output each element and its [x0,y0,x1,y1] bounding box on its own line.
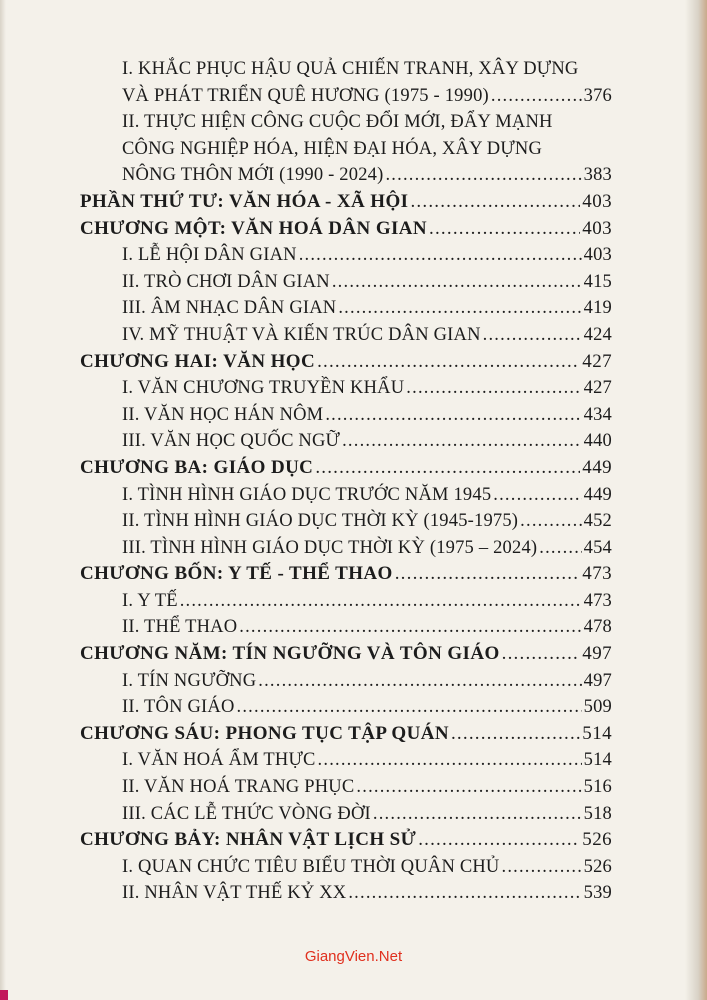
toc-section-row[interactable] [80,242,612,269]
toc-entry-title: CHƯƠNG HAI: VĂN HỌC [80,350,316,372]
toc-leader-dots [406,375,581,402]
toc-page-number: 434 [583,404,612,425]
toc-entry-line: CÔNG NGHIỆP HÓA, HIỆN ĐẠI HÓA, XÂY DỰNG [122,138,543,159]
toc-page-number: 526 [583,856,612,877]
toc-entry[interactable] [80,162,612,189]
toc-entry-title: CHƯƠNG SÁU: PHONG TỤC TẬP QUÁN [80,722,449,744]
toc-leader-dots [338,295,581,322]
toc-section-row[interactable] [80,588,612,615]
toc-page-number: 539 [583,883,612,904]
toc-page-number: 518 [583,803,612,824]
toc-entry-title: II. TRÒ CHƠI DÂN GIAN [122,271,330,292]
watermark-text: GiangVien.Net [304,948,403,965]
toc-leader-dots [356,774,581,801]
toc-entry-title: II. NHÂN VẬT THẾ KỶ XX [122,883,347,904]
toc-entry-title: II. TÌNH HÌNH GIÁO DỤC THỜI KỲ (1945-1975) [122,511,519,532]
toc-section-row[interactable] [80,295,612,322]
toc-leader-dots [180,588,582,615]
toc-entry-title: PHẦN THỨ TƯ: VĂN HÓA - XÃ HỘI [80,190,409,212]
toc-entry-title: III. VĂN HỌC QUỐC NGỮ [122,431,341,452]
toc-page-number: 449 [582,456,612,478]
toc-entry-title: CHƯƠNG BỐN: Y TẾ - THỂ THAO [80,563,393,585]
toc-entry-title: III. TÌNH HÌNH GIÁO DỤC THỜI KỲ (1975 – 2024) [122,537,538,558]
toc-section-row[interactable] [80,880,612,907]
toc-section-row[interactable] [80,428,612,455]
toc-entry-title: I. VĂN HOÁ ẨM THỰC [122,750,316,771]
toc-leader-dots [373,801,582,828]
toc-chapter-row[interactable] [80,827,612,854]
page-left-edge [0,0,6,1000]
toc-section-row[interactable] [80,694,612,721]
toc-entry-title: II. VĂN HOÁ TRANG PHỤC [122,777,355,798]
toc-section-row[interactable] [80,747,612,774]
toc-entry-title: I. TÌNH HÌNH GIÁO DỤC TRƯỚC NĂM 1945 [122,484,492,505]
toc-section-row[interactable] [80,508,612,535]
toc-entry-line: I. KHẮC PHỤC HẬU QUẢ CHIẾN TRANH, XÂY DỰNG [122,59,579,79]
toc-leader-dots [315,455,580,482]
toc-leader-dots [491,83,582,110]
toc-section-row[interactable] [80,854,612,881]
toc-leader-dots [342,428,582,455]
toc-page-number: 376 [583,85,612,106]
toc-page-number: 509 [583,697,612,718]
toc-rows [80,189,612,907]
toc-section-row[interactable] [80,668,612,695]
toc-entry-title: III. ÂM NHẠC DÂN GIAN [122,298,337,319]
toc-entry[interactable] [80,83,612,110]
toc-page-number: 415 [583,271,612,292]
toc-section-row[interactable] [80,375,612,402]
toc-page-number: 454 [583,537,612,558]
toc-entry-title: II. THỂ THAO [122,617,238,638]
toc-leader-dots [502,854,582,881]
toc-page-number: 449 [583,484,612,505]
toc-section-row[interactable] [80,774,612,801]
toc-leader-dots [237,694,582,721]
toc-page-number: 403 [582,190,612,212]
toc-section-row[interactable] [80,801,612,828]
toc-page-number: 427 [583,378,612,399]
toc-chapter-row[interactable] [80,216,612,243]
toc-entry-title: III. CÁC LỄ THỨC VÒNG ĐỜI [122,803,371,824]
toc-page-number: 526 [582,829,612,851]
toc-page-number: 440 [583,431,612,452]
toc-section-row[interactable] [80,269,612,296]
toc-page-number: 473 [582,563,612,585]
toc-entry-title: I. TÍN NGƯỠNG [122,670,257,691]
page-right-shadow [685,0,707,1000]
toc-section-row[interactable] [80,322,612,349]
toc-entry-title: II. VĂN HỌC HÁN NÔM [122,404,324,425]
toc-leader-dots [258,668,581,695]
table-of-contents [80,56,612,907]
toc-entry-title: IV. MỸ THUẬT VÀ KIẾN TRÚC DÂN GIAN [122,324,481,345]
toc-leader-dots [493,482,581,509]
toc-section-row[interactable] [80,535,612,562]
toc-chapter-row[interactable] [80,349,612,376]
toc-leader-dots [299,242,582,269]
toc-entry-title: CHƯƠNG NĂM: TÍN NGƯỠNG VÀ TÔN GIÁO [80,643,500,665]
toc-entry-title: I. VĂN CHƯƠNG TRUYỀN KHẨU [122,378,405,399]
toc-entry-title: CHƯƠNG MỘT: VĂN HOÁ DÂN GIAN [80,217,428,239]
toc-leader-dots [418,827,580,854]
toc-leader-dots [348,880,581,907]
toc-leader-dots [502,641,581,668]
toc-leader-dots [483,322,582,349]
toc-entry-title: I. Y TẾ [122,590,178,611]
toc-entry-line: II. THỰC HIỆN CÔNG CUỘC ĐỔI MỚI, ĐẨY MẠNH [122,112,553,133]
toc-leader-dots [395,561,581,588]
toc-chapter-row[interactable] [80,189,612,216]
toc-page-number: 514 [582,722,612,744]
toc-entry-title: I. LỄ HỘI DÂN GIAN [122,245,297,266]
toc-leader-dots [239,614,581,641]
corner-mark [0,990,8,1000]
toc-page-number: 419 [583,298,612,319]
toc-leader-dots [520,508,581,535]
toc-entry-title: CHƯƠNG BA: GIÁO DỤC [80,456,314,478]
toc-entry-title: NÔNG THÔN MỚI (1990 - 2024) [122,165,384,186]
toc-section-row[interactable] [80,614,612,641]
toc-entry-title: I. QUAN CHỨC TIÊU BIỂU THỜI QUÂN CHỦ [122,856,500,877]
toc-page-number: 473 [583,590,612,611]
toc-page-number: 516 [583,777,612,798]
toc-section-row[interactable] [80,482,612,509]
toc-leader-dots [539,535,581,562]
toc-chapter-row[interactable] [80,561,612,588]
toc-page-number: 514 [583,750,612,771]
toc-leader-dots [332,269,582,296]
toc-leader-dots [410,189,580,216]
toc-entry-title: CHƯƠNG BẢY: NHÂN VẬT LỊCH SỬ [80,829,417,851]
toc-chapter-row[interactable] [80,641,612,668]
toc-page-number: 452 [583,511,612,532]
toc-page-number: 424 [583,324,612,345]
toc-leader-dots [385,162,581,189]
toc-page-number: 383 [583,165,612,186]
toc-chapter-row[interactable] [80,455,612,482]
toc-leader-dots [429,216,580,243]
toc-page-number: 427 [582,350,612,372]
toc-section-row[interactable] [80,402,612,429]
toc-entry-title: II. TÔN GIÁO [122,697,235,718]
toc-leader-dots [325,402,581,429]
toc-page-number: 403 [582,217,612,239]
toc-leader-dots [317,349,580,376]
toc-page-number: 478 [583,617,612,638]
toc-leader-dots [318,747,582,774]
toc-page-number: 497 [583,670,612,691]
toc-chapter-row[interactable] [80,721,612,748]
toc-leader-dots [451,721,580,748]
toc-entry-title: VÀ PHÁT TRIỂN QUÊ HƯƠNG (1975 - 1990) [122,85,489,106]
toc-page-number: 497 [582,643,612,665]
toc-page-number: 403 [583,245,612,266]
